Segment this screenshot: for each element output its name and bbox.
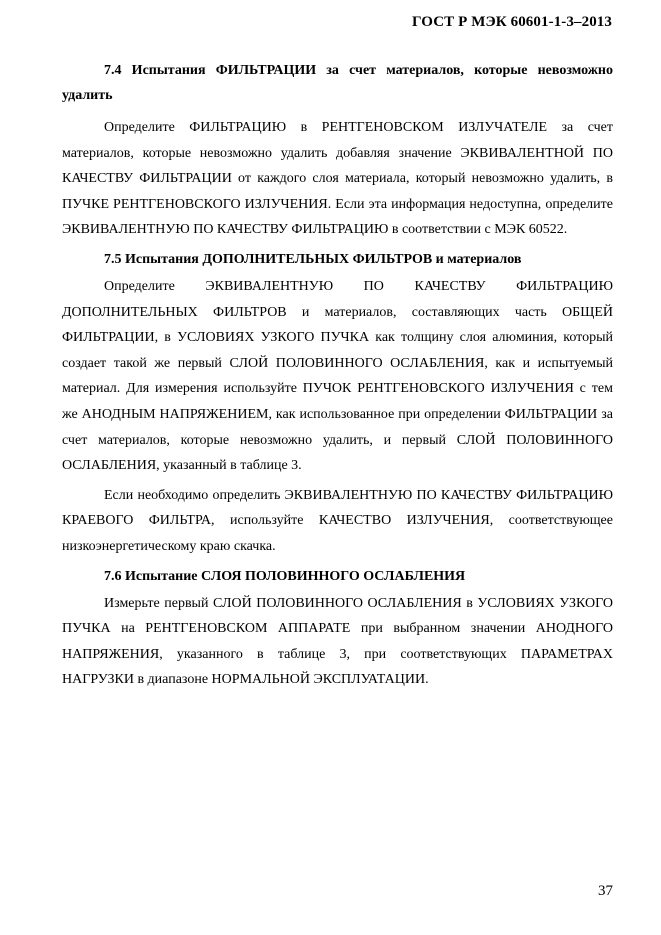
- paragraph: Определите ЭКВИВАЛЕНТНУЮ ПО КАЧЕСТВУ ФИЛЬТРАЦИЮ ДОПОЛНИТЕЛЬНЫХ ФИЛЬТРОВ и материалов, составляющих часть ОБЩЕЙ ФИЛЬТРАЦИИ, в УСЛОВИЯХ УЗКОГО ПУЧКА как толщину слоя алюминия, который создает такой же первый СЛОЙ ПОЛОВИННОГО ОСЛАБЛЕНИЯ, как и испытуемый материал. Для измерения используйте ПУЧОК РЕНТГЕНОВСКОГО ИЗЛУЧЕНИЯ с тем же АНОДНЫМ НАПРЯЖЕНИЕМ, как использованное при определении ФИЛЬТРАЦИИ за счет материалов, которые невозможно удалить, и первый СЛОЙ ПОЛОВИННОГО ОСЛАБЛЕНИЯ, указанный в таблице 3.: [62, 278, 613, 474]
- document-body: [62, 58, 613, 697]
- paragraph: Измерьте первый СЛОЙ ПОЛОВИННОГО ОСЛАБЛЕНИЯ в УСЛОВИЯХ УЗКОГО ПУЧКА на РЕНТГЕНОВСКОМ АППАРАТЕ при выбранном значении АНОДНОГО НАПРЯЖЕНИЯ, указанного в таблице 3, при соответствующих ПАРАМЕТРАХ НАГРУЗКИ в диапазоне НОРМАЛЬНОЙ ЭКСПЛУАТАЦИИ.: [62, 595, 613, 688]
- paragraph: Определите ФИЛЬТРАЦИЮ в РЕНТГЕНОВСКОМ ИЗЛУЧАТЕЛЕ за счет материалов, которые невозможно удалить добавляя значение ЭКВИВАЛЕНТНОЙ ПО КАЧЕСТВУ ФИЛЬТРАЦИИ от каждого слоя материала, который невозможно удалить, в ПУЧКЕ РЕНТГЕНОВСКОГО ИЗЛУЧЕНИЯ. Если эта информация недоступна, определите ЭКВИВАЛЕНТНУЮ ПО КАЧЕСТВУ ФИЛЬТРАЦИЮ в соответствии с МЭК 60522.: [62, 120, 613, 238]
- section-7-4: [62, 58, 613, 243]
- document-header: ГОСТ Р МЭК 60601-1-3–2013: [412, 14, 612, 30]
- section-7-5: [62, 247, 613, 560]
- section-heading: 7.5 Испытания ДОПОЛНИТЕЛЬНЫХ ФИЛЬТРОВ и материалов: [104, 251, 522, 267]
- paragraph: Если необходимо определить ЭКВИВАЛЕНТНУЮ ПО КАЧЕСТВУ ФИЛЬТРАЦИЮ КРАЕВОГО ФИЛЬТРА, используйте КАЧЕСТВО ИЗЛУЧЕНИЯ, соответствующее низкоэнергетическому краю скачка.: [62, 487, 613, 554]
- page-number: 37: [598, 883, 613, 899]
- section-heading: 7.4 Испытания ФИЛЬТРАЦИИ за счет материалов, которые невозможно удалить: [62, 63, 613, 103]
- section-7-6: [62, 564, 613, 693]
- section-heading: 7.6 Испытание СЛОЯ ПОЛОВИННОГО ОСЛАБЛЕНИЯ: [104, 568, 466, 584]
